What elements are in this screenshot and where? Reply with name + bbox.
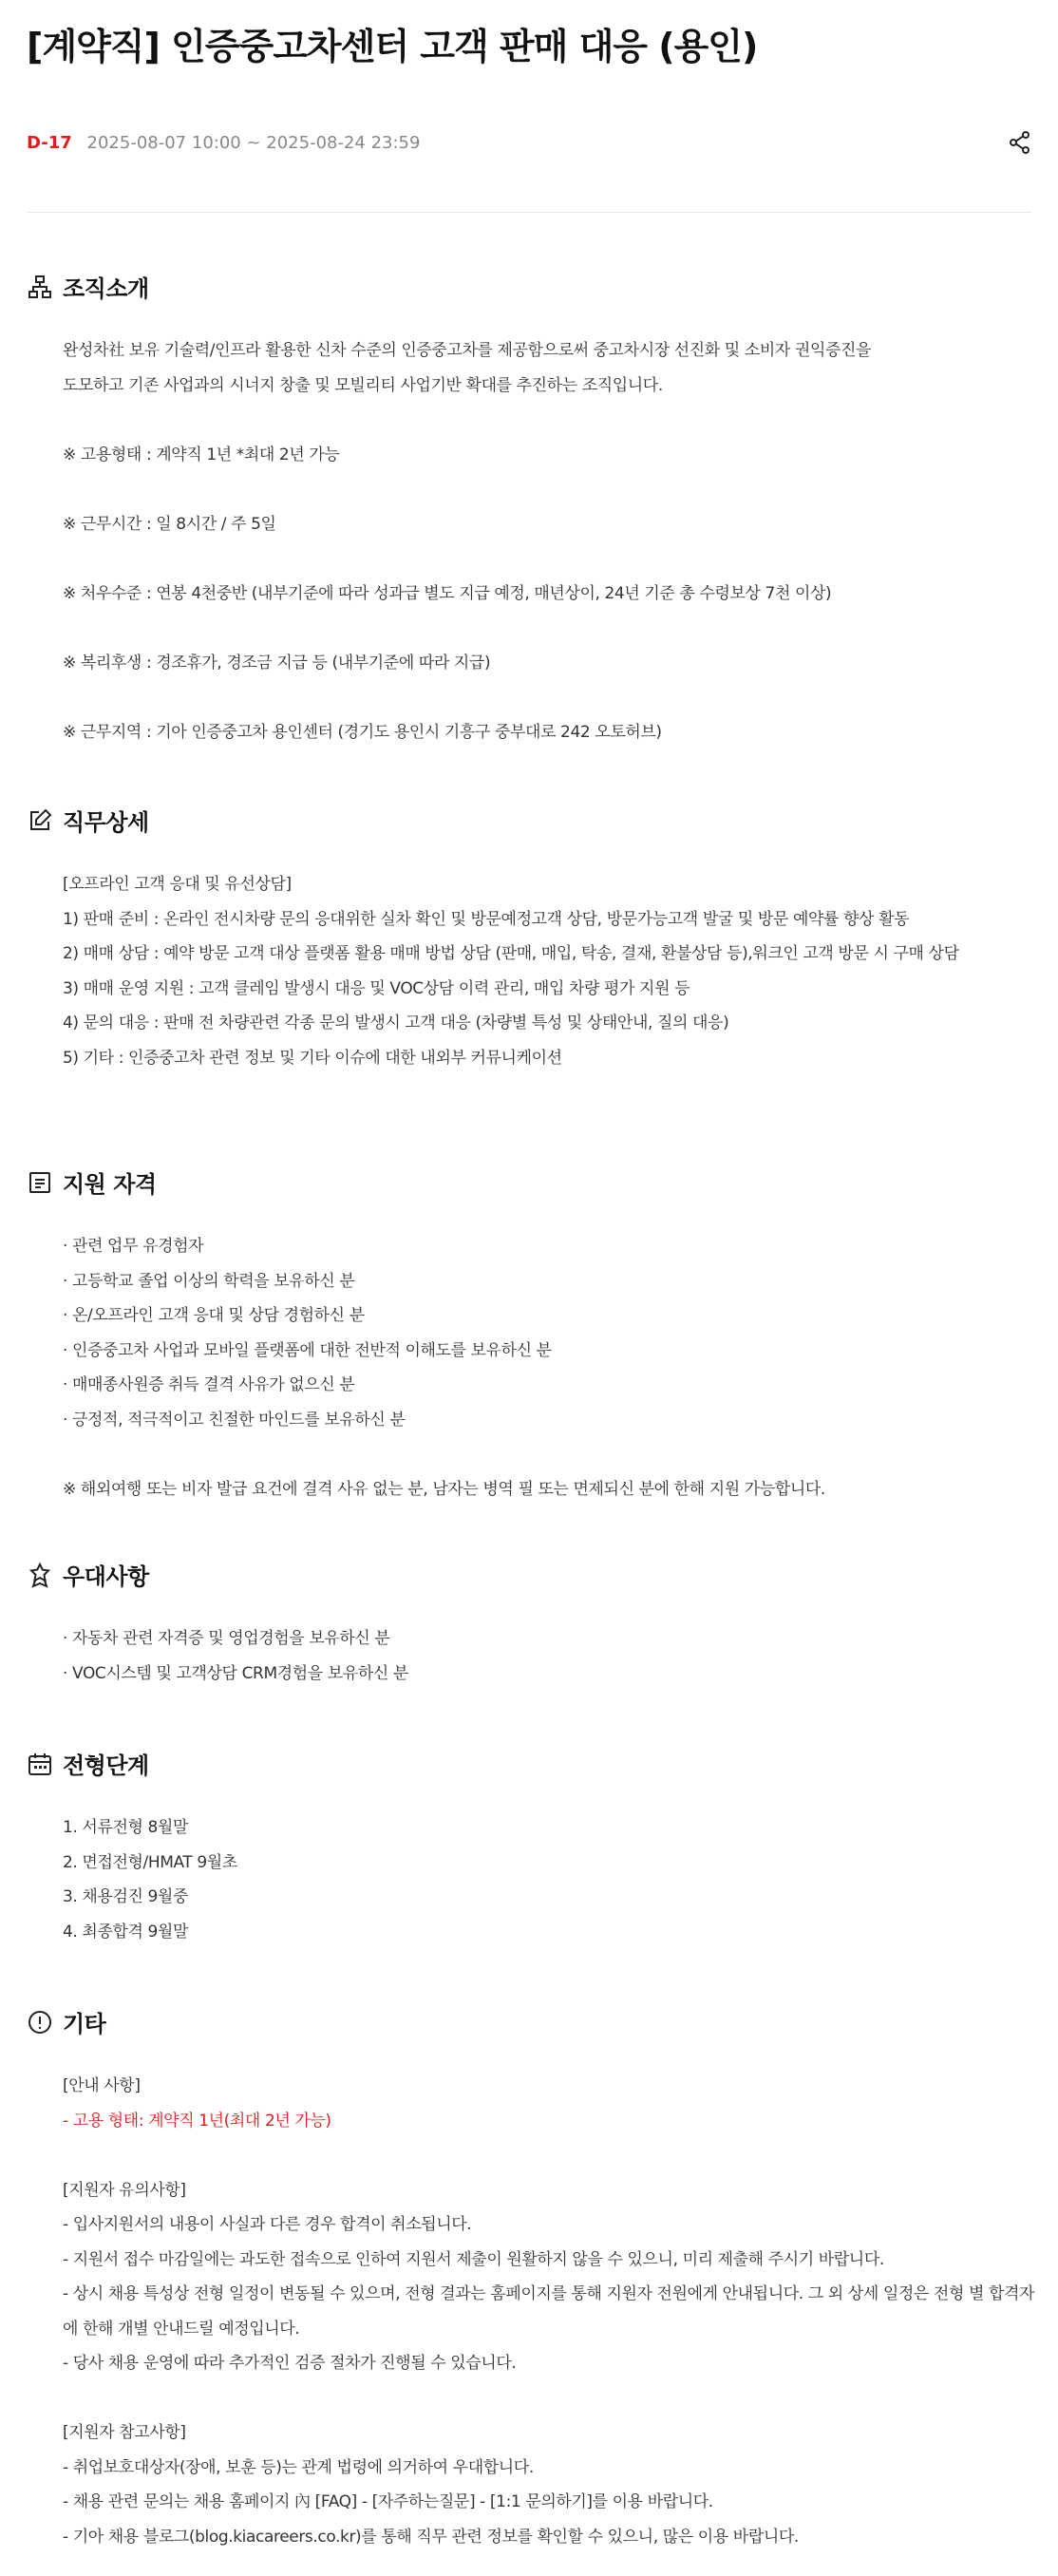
org-spacer bbox=[63, 680, 1041, 715]
qual-line: · 관련 업무 유경험자 bbox=[63, 1237, 204, 1256]
org-line: 도모하고 기존 사업과의 시너지 창출 및 모빌리티 사업기반 확대를 추진하는 조직입니다. bbox=[63, 375, 663, 395]
org-spacer bbox=[63, 611, 1041, 646]
duty-line: [오프라인 고객 응대 및 유선상담] bbox=[63, 875, 292, 894]
posting-period: 2025-08-07 10:00 ~ 2025-08-24 23:59 bbox=[86, 133, 421, 153]
etc-spacer bbox=[63, 2381, 1041, 2416]
ref-line: - 취업보호대상자(장애, 보훈 등)는 관계 법령에 의거하여 우대합니다. bbox=[63, 2457, 534, 2477]
org-chart-icon bbox=[27, 274, 53, 300]
pref-line: · VOC시스템 및 고객상담 CRM경험을 보유하신 분 bbox=[63, 1663, 408, 1683]
guide-highlight: - 고용 형태: 계약직 1년(최대 2년 가능) bbox=[63, 2111, 331, 2131]
section-etc-body bbox=[63, 2069, 1041, 2554]
calendar-icon bbox=[27, 1751, 53, 1777]
posting-meta bbox=[27, 133, 420, 153]
qual-line: · 고등학교 졸업 이상의 학력을 보유하신 분 bbox=[63, 1271, 355, 1291]
section-pref-title: 우대사항 bbox=[63, 1563, 149, 1590]
etc-spacer bbox=[63, 2138, 1041, 2173]
section-etc-title: 기타 bbox=[63, 2011, 106, 2037]
org-line: ※ 근무지역 : 기아 인증중고차 용인센터 (경기도 용인시 기흥구 중부대로 242 오토허브) bbox=[63, 722, 662, 742]
ref-line: - 기아 채용 블로그(blog.kiacareers.co.kr)를 통해 직무 관련 정보를 확인할 수 있으니, 많은 이용 바랍니다. bbox=[63, 2527, 799, 2547]
section-org-header bbox=[27, 270, 149, 303]
section-pref-header bbox=[27, 1558, 149, 1591]
section-qual-body bbox=[63, 1229, 1041, 1506]
qual-line: · 인증중고차 사업과 모바일 플랫폼에 대한 전반적 이해도를 보유하신 분 bbox=[63, 1340, 552, 1360]
notice-title: [지원자 유의사항] bbox=[63, 2180, 186, 2200]
notice-line: - 지원서 접수 마감일에는 과도한 접속으로 인하여 지원서 제출이 원활하지 않을 수 있으니, 미리 제출해 주시기 바랍니다. bbox=[63, 2249, 884, 2269]
section-duty-header bbox=[27, 804, 149, 837]
org-line: ※ 복리후생 : 경조휴가, 경조금 지급 등 (내부기준에 따라 지급) bbox=[63, 653, 491, 672]
duty-line: 2) 매매 상담 : 예약 방문 고객 대상 플랫폼 활용 매매 방법 상담 (판매, 매입, 탁송, 결재, 환불상담 등),워크인 고객 방문 시 구매 상담 bbox=[63, 944, 959, 963]
section-etc-header bbox=[27, 2005, 105, 2038]
notice-line: - 상시 채용 특성상 전형 일정이 변동될 수 있으며, 전형 결과는 홈페이지를 통해 지원자 전원에게 안내됩니다. 그 외 상세 일정은 전형 별 합격자에 한해 개별 안내드릴 예정입니다. bbox=[63, 2284, 1035, 2339]
share-button[interactable] bbox=[1007, 129, 1033, 156]
section-org-body bbox=[63, 333, 1041, 749]
alert-circle-icon bbox=[27, 2009, 53, 2036]
section-pref-body bbox=[63, 1621, 1041, 1691]
pref-line: · 자동차 관련 자격증 및 영업경험을 보유하신 분 bbox=[63, 1629, 390, 1648]
section-duty-title: 직무상세 bbox=[63, 809, 149, 836]
section-qual-header bbox=[27, 1165, 157, 1199]
org-line: ※ 처우수준 : 연봉 4천중반 (내부기준에 따라 성과급 별도 지급 예정, 매년상이, 24년 기준 총 수령보상 7천 이상) bbox=[63, 583, 832, 603]
duty-line: 5) 기타 : 인증중고차 관련 정보 및 기타 이슈에 대한 내외부 커뮤니케이션 bbox=[63, 1048, 562, 1068]
qual-line: ※ 해외여행 또는 비자 발급 요건에 결격 사유 없는 분, 남자는 병역 필 또는 면제되신 분에 한해 지원 가능합니다. bbox=[63, 1479, 825, 1499]
section-steps-body bbox=[63, 1810, 1041, 1949]
section-duty-body bbox=[63, 867, 1041, 1075]
org-line: 완성차社 보유 기술력/인프라 활용한 신차 수준의 인증중고차를 제공함으로써 중고차시장 선진화 및 소비자 권익증진을 bbox=[63, 341, 872, 360]
duty-line: 4) 문의 대응 : 판매 전 차량관련 각종 문의 발생시 고객 대응 (차량별 특성 및 상태안내, 질의 대응) bbox=[63, 1013, 729, 1032]
duty-line: 3) 매매 운영 지원 : 고객 클레임 발생시 대응 및 VOC상담 이력 관리, 매입 차량 평가 지원 등 bbox=[63, 978, 690, 998]
org-spacer bbox=[63, 403, 1041, 438]
org-line: ※ 근무시간 : 일 8시간 / 주 5일 bbox=[63, 514, 276, 534]
step-line: 4. 최종합격 9월말 bbox=[63, 1922, 188, 1941]
notice-line: - 당사 채용 운영에 따라 추가적인 검증 절차가 진행될 수 있습니다. bbox=[63, 2354, 517, 2373]
ref-line: - 채용 관련 문의는 채용 홈페이지 內 [FAQ] - [자주하는질문] - [1:1 문의하기]를 이용 바랍니다. bbox=[63, 2492, 713, 2511]
org-spacer bbox=[63, 541, 1041, 577]
qual-line: · 매매종사원증 취득 결격 사유가 없으신 분 bbox=[63, 1375, 355, 1394]
ref-title: [지원자 참고사항] bbox=[63, 2423, 186, 2442]
qual-line: · 온/오프라인 고객 응대 및 상담 경험하신 분 bbox=[63, 1306, 365, 1325]
page-title: [계약직] 인증중고차센터 고객 판매 대응 (용인) bbox=[27, 26, 758, 67]
share-icon bbox=[1007, 129, 1033, 156]
step-line: 1. 서류전형 8월말 bbox=[63, 1818, 188, 1837]
edit-icon bbox=[27, 807, 53, 834]
award-icon bbox=[27, 1562, 53, 1588]
guide-title: [안내 사항] bbox=[63, 2076, 141, 2095]
step-line: 3. 채용검진 9월중 bbox=[63, 1887, 188, 1906]
qual-line: · 긍정적, 적극적이고 친절한 마인드를 보유하신 분 bbox=[63, 1410, 406, 1430]
duty-line: 1) 판매 준비 : 온라인 전시차량 문의 응대위한 실차 확인 및 방문예정고객 상담, 방문가능고객 발굴 및 방문 예약률 향상 활동 bbox=[63, 909, 910, 929]
qual-spacer bbox=[63, 1437, 1041, 1472]
section-qual-title: 지원 자격 bbox=[63, 1171, 157, 1198]
section-org-title: 조직소개 bbox=[63, 275, 149, 302]
dday-badge: D-17 bbox=[27, 133, 72, 153]
org-line: ※ 고용형태 : 계약직 1년 *최대 2년 가능 bbox=[63, 445, 340, 464]
org-spacer bbox=[63, 472, 1041, 507]
header-divider bbox=[27, 212, 1031, 213]
document-list-icon bbox=[27, 1169, 53, 1196]
section-steps-header bbox=[27, 1747, 149, 1780]
notice-line: - 입사지원서의 내용이 사실과 다른 경우 합격이 취소됩니다. bbox=[63, 2215, 472, 2234]
step-line: 2. 면접전형/HMAT 9월초 bbox=[63, 1852, 237, 1872]
section-steps-title: 전형단계 bbox=[63, 1752, 149, 1779]
